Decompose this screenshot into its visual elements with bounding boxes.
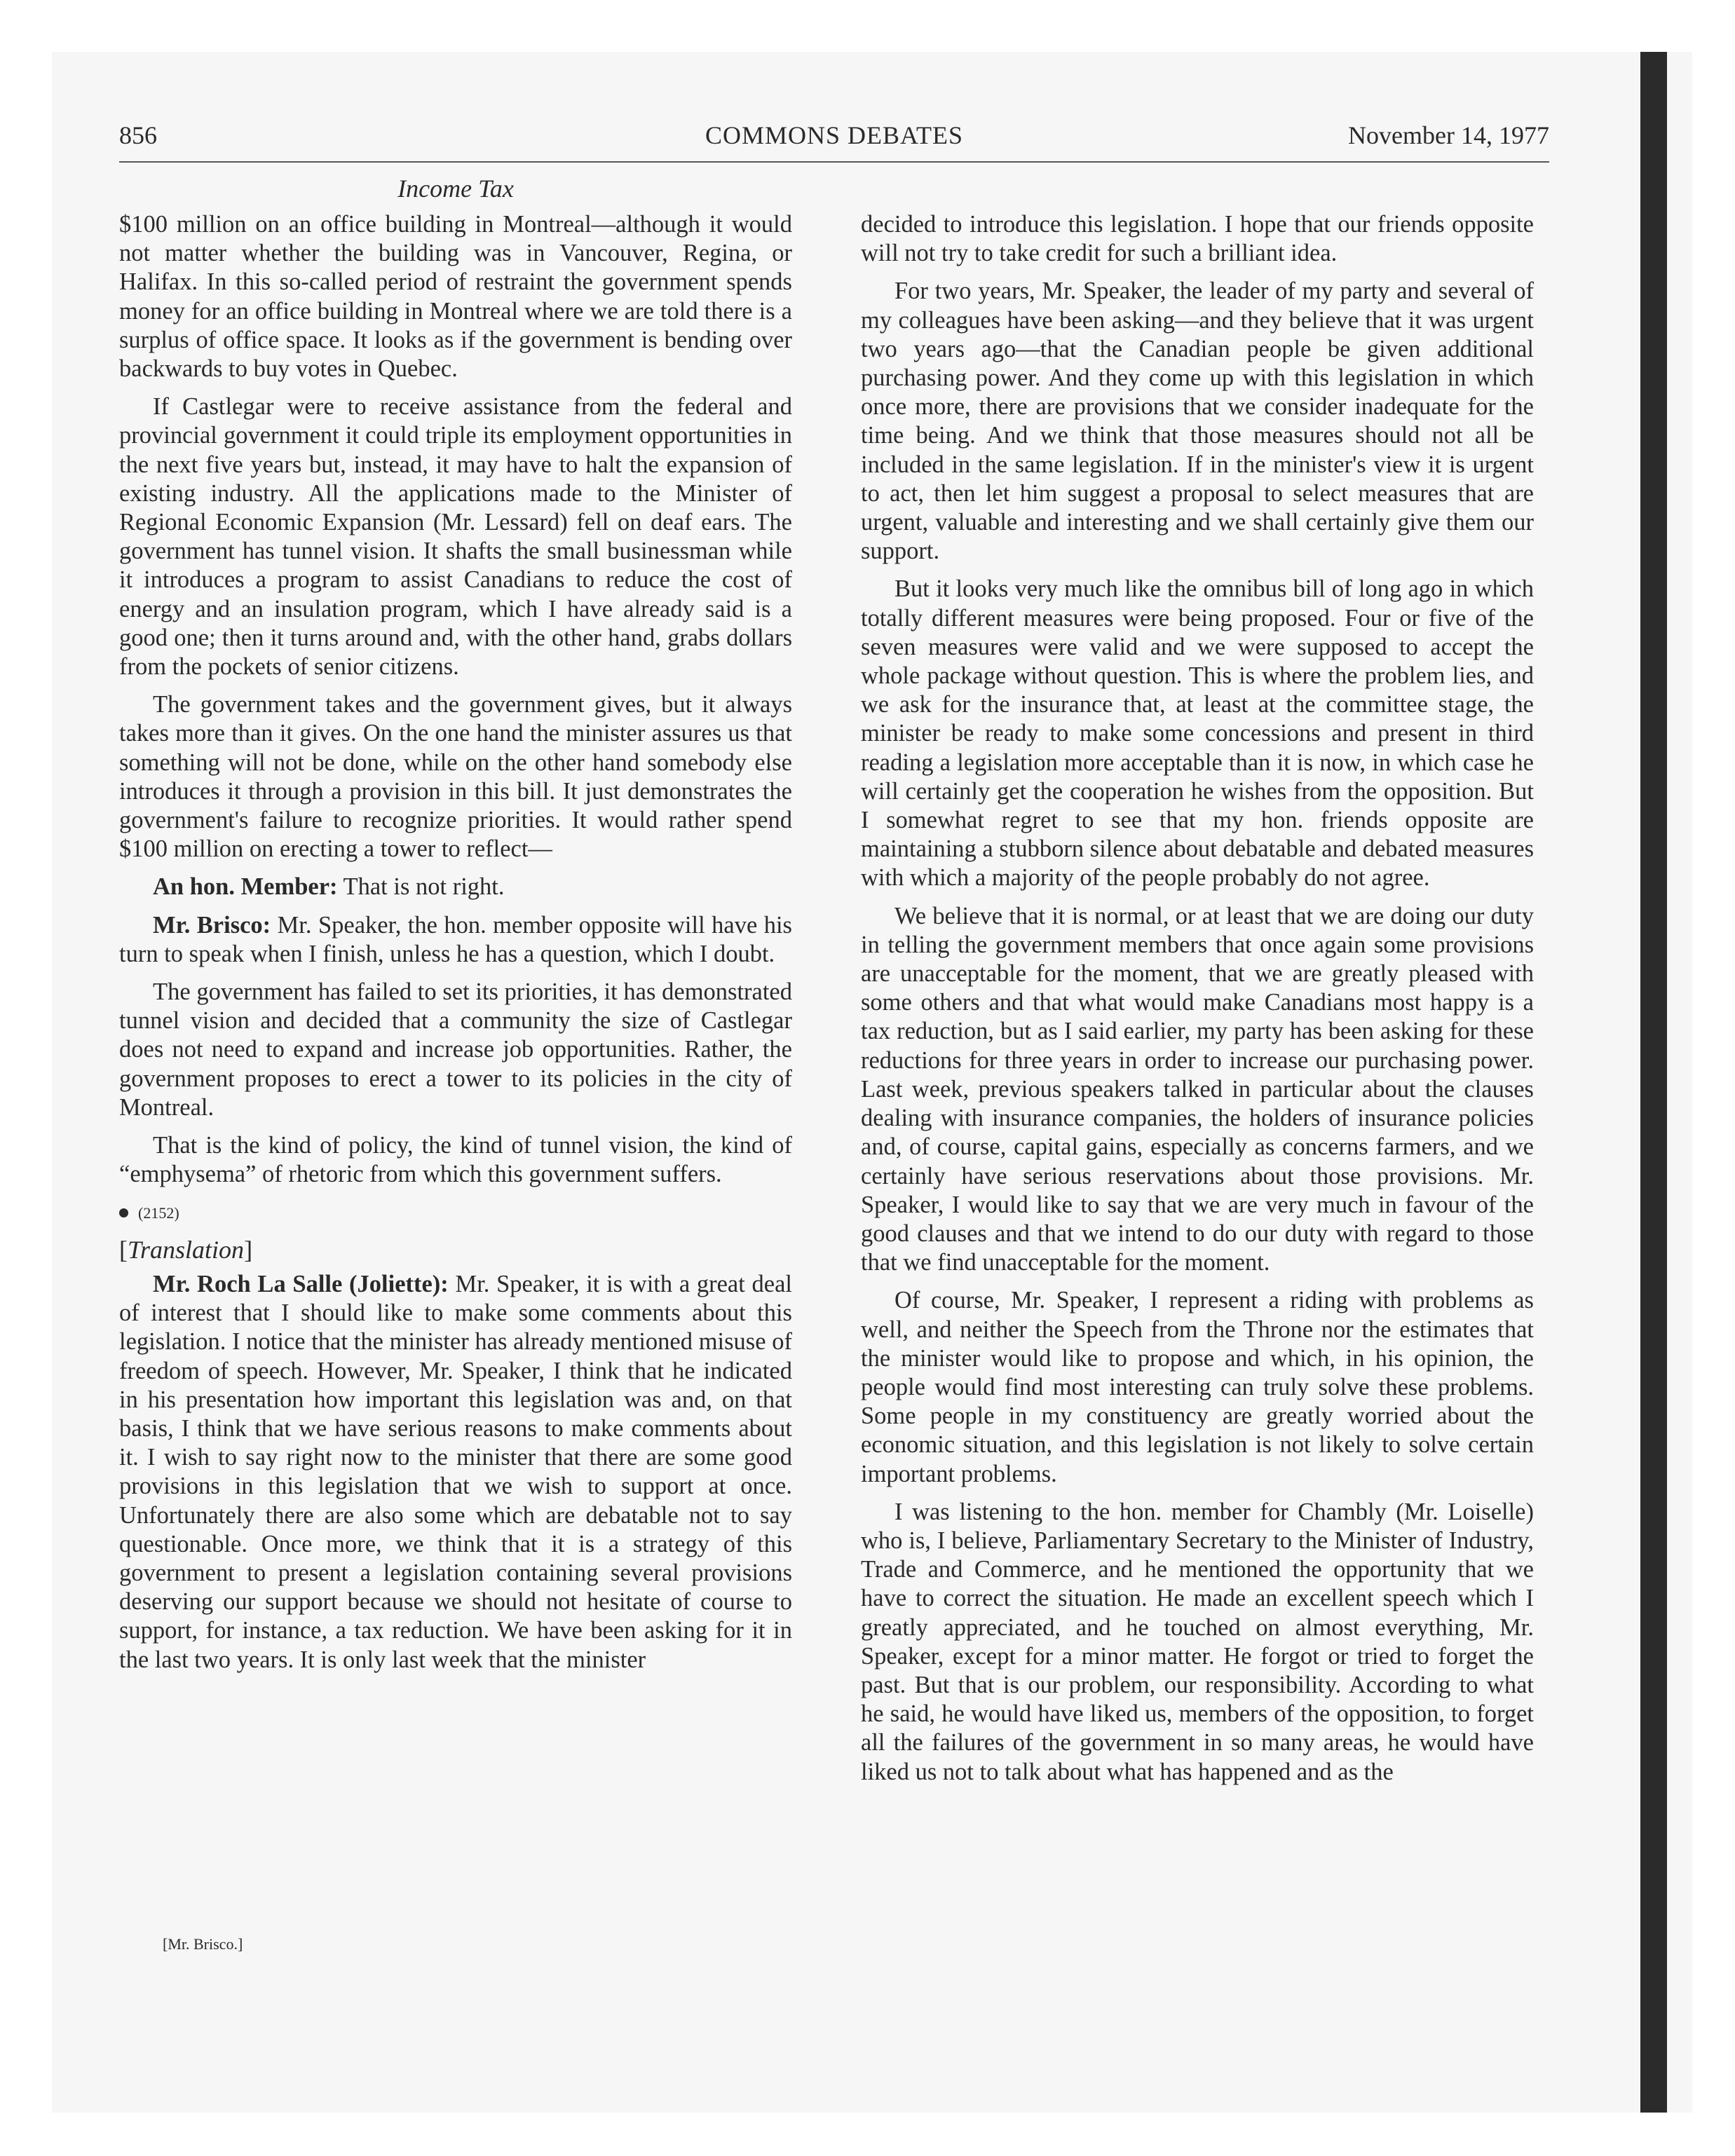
publication-date: November 14, 1977	[1348, 121, 1549, 149]
section-title: Income Tax	[397, 175, 514, 203]
running-head	[119, 121, 1549, 163]
paragraph: Of course, Mr. Speaker, I represent a riding with problems as well, and neither the Speech from the Throne nor the estimates that the minister would like to propose and which, in his opinion, the people would find most interesting can truly solve these problems. Some people in my constituency are greatly worried about the economic situation, and this legislation is not likely to solve certain important problems.	[861, 1287, 1534, 1487]
bullet-icon	[119, 1208, 128, 1217]
speaker-name: Mr. Brisco:	[153, 911, 271, 939]
speaker-name: Mr. Roch La Salle (Joliette):	[153, 1270, 449, 1297]
paragraph: I was listening to the hon. member for Chambly (Mr. Loiselle) who is, I believe, Parliamentary Secretary to the Minister of Industry, Trade and Commerce, and he mentioned the opportunity that we have to correct the situation. He made an excellent speech which I greatly appreciated, and he touched on almost everything, Mr. Speaker, except for a minor matter. He forgot or tried to forget the past. But that is our problem, our responsibility. According to what he said, he would have liked us, members of the opposition, to forget all the failures of the government in so many areas, he would have liked us not to talk about what has happened and as the	[861, 1498, 1534, 1785]
paragraph	[119, 1270, 792, 1674]
right-column	[861, 210, 1534, 1796]
speech-text: Mr. Speaker, the hon. member opposite will have his turn to speak when I finish, unless he has a question, which I doubt.	[119, 911, 792, 967]
header-rule	[119, 161, 1549, 163]
left-column	[119, 210, 792, 1684]
page-number: 856	[119, 121, 157, 149]
paragraph: The government has failed to set its priorities, it has demonstrated tunnel vision and decided that a community the size of Castlegar does not need to expand and increase job opportunities. Rather, the government proposes to erect a tower to its policies in the city of Montreal.	[119, 978, 792, 1121]
speaker-footnote: [Mr. Brisco.]	[163, 1935, 243, 1953]
scan-edge-strip	[1640, 52, 1667, 2113]
translation-label: [Translation]	[119, 1235, 253, 1264]
time-marker	[119, 1199, 792, 1227]
paragraph	[119, 911, 792, 969]
paragraph: For two years, Mr. Speaker, the leader of my party and several of my colleagues have been asking—and they believe that it was urgent two years ago—that the Canadian people be given additional purchasing power. And they come up with this legislation in which once more, there are provisions that we consider inadequate for the time being. And we think that those measures should not all be included in the same legislation. If in the minister's view it is urgent to act, then let him suggest a proposal to select measures that are urgent, valuable and interesting and we shall certainly give them our support.	[861, 278, 1534, 565]
paragraph	[119, 873, 792, 901]
paragraph: That is the kind of policy, the kind of tunnel vision, the kind of “emphysema” of rhetoric from which this government suffers.	[119, 1132, 792, 1188]
time-marker-text: (2152)	[138, 1203, 179, 1222]
paragraph: If Castlegar were to receive assistance from the federal and provincial government it could triple its employment opportunities in the next five years but, instead, it may have to halt the expansion of existing industry. All the applications made to the Minister of Regional Economic Expansion (Mr. Lessard) fell on deaf ears. The government has tunnel vision. It shafts the small businessman while it introduces a program to assist Canadians to reduce the cost of energy and an insulation program, which I have already said is a good one; then it turns around and, with the other hand, grabs dollars from the pockets of senior citizens.	[119, 393, 792, 681]
speech-text: That is not right.	[337, 873, 505, 901]
speaker-name: An hon. Member:	[153, 873, 338, 901]
paragraph: $100 million on an office building in Montreal—although it would not matter whether the building was in Vancouver, Regina, or Halifax. In this so-called period of restraint the government spends money for an office building in Montreal where we are told there is a surplus of office space. It looks as if the government is bending over backwards to buy votes in Quebec.	[119, 211, 792, 383]
paragraph: But it looks very much like the omnibus bill of long ago in which totally different measures were being proposed. Four or five of the seven measures were valid and we were supposed to accept the whole package without question. This is where the problem lies, and we ask for the insurance that, at least at the committee stage, the minister be ready to make some concessions and present in third reading a legislation more acceptable than it is now, in which case he will certainly get the cooperation he wishes from the opposition. But I somewhat regret to see that my hon. friends opposite are maintaining a stubborn silence about debatable and debated measures with which a majority of the people probably do not agree.	[861, 575, 1534, 892]
paragraph: We believe that it is normal, or at least that we are doing our duty in telling the government members that once again some provisions are unacceptable for the moment, that we are greatly pleased with some others and that what would make Canadians most happy is a tax reduction, but as I said earlier, my party has been asking for these reductions for three years in order to increase our purchasing power. Last week, previous speakers talked in particular about the clauses dealing with insurance companies, the holders of insurance policies and, of course, capital gains, especially as concerns farmers, and we certainly have serious reservations about those provisions. Mr. Speaker, I would like to say that we are very much in favour of the good clauses and that we intend to do our duty with regard to those that we find unacceptable for the moment.	[861, 902, 1534, 1276]
paragraph: The government takes and the government gives, but it always takes more than it gives. On the one hand the minister assures us that something will not be done, while on the other hand somebody else introduces it through a provision in this bill. It just demonstrates the government's failure to recognize priorities. It would rather spend $100 million on erecting a tower to reflect—	[119, 691, 792, 863]
publication-title: COMMONS DEBATES	[705, 121, 964, 149]
translation-text: Translation	[128, 1235, 245, 1264]
paragraph: decided to introduce this legislation. I hope that our friends opposite will not try to take credit for such a brilliant idea.	[861, 211, 1534, 267]
speech-text: Mr. Speaker, it is with a great deal of interest that I should like to make some comments about this legislation. I notice that the minister has already mentioned misuse of freedom of speech. However, Mr. Speaker, I think that he indicated in his presentation how important this legislation was and, on that basis, I think that we have serious reasons to make comments about it. I wish to say right now to the minister that there are some good provisions in this legislation that we wish to support at once. Unfortunately there are also some which are debatable not to say questionable. Once more, we think that it is a strategy of this government to present a legislation containing several provisions deserving our support because we should not hesitate of course to support, for instance, a tax reduction. We have been asking for it in the last two years. It is only last week that the minister	[119, 1270, 793, 1673]
